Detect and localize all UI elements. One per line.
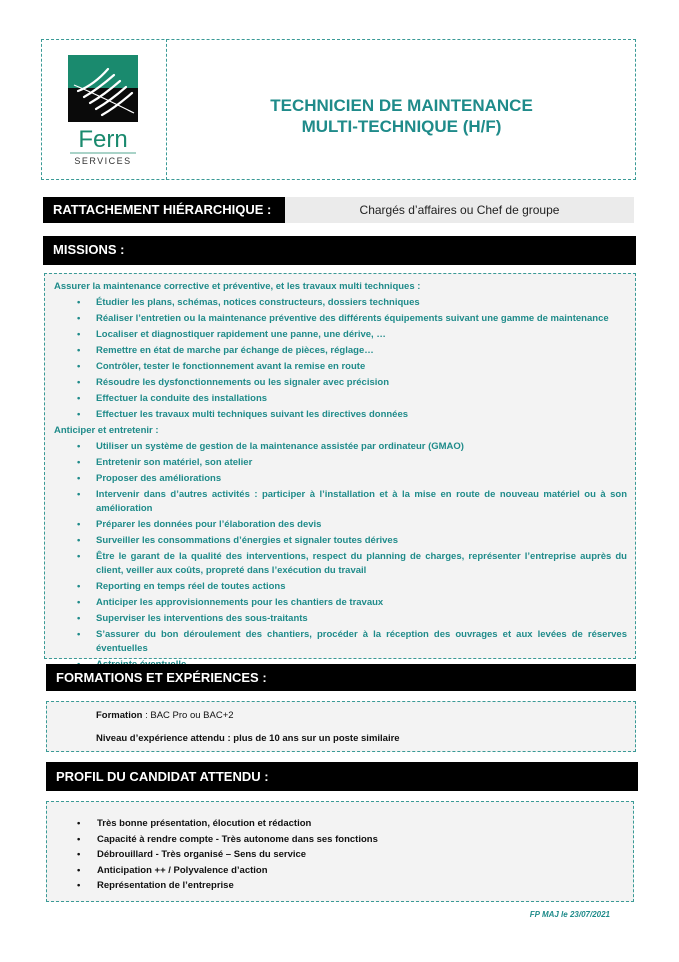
profil-list: [47, 816, 633, 894]
list-item: • Anticiper les approvisionnements pour les chantiers de travaux: [77, 597, 384, 608]
missions-section1-heading: Assurer la maintenance corrective et préventive, et les travaux multi techniques :: [54, 281, 421, 292]
list-item: • Effectuer la conduite des installations: [77, 393, 268, 404]
missions-header: MISSIONS :: [43, 236, 636, 265]
footer-date: FP MAJ le 23/07/2021: [529, 910, 610, 919]
list-item: • Entretenir son matériel, son atelier: [77, 457, 253, 468]
list-item: • Représentation de l’entreprise: [77, 880, 234, 891]
profil-header: PROFIL DU CANDIDAT ATTENDU :: [46, 762, 638, 791]
missions-section1-list: [54, 296, 627, 422]
list-item: • Réaliser l’entretien ou la maintenance préventive des différents équipements suivant une gamme de maintenance: [77, 313, 609, 324]
formations-header: FORMATIONS ET EXPÉRIENCES :: [46, 664, 636, 691]
formations-box: [46, 701, 636, 752]
list-item: • Surveiller les consommations d’énergies et signaler toutes dérives: [77, 535, 399, 546]
list-item: • Superviser les interventions des sous-traitants: [77, 613, 308, 624]
list-item: • Préparer les données pour l’élaboration des devis: [77, 519, 322, 530]
list-item: • Contrôler, tester le fonctionnement avant la remise en route: [77, 361, 366, 372]
list-item: • Proposer des améliorations: [77, 473, 222, 484]
job-title-line1: TECHNICIEN DE MAINTENANCE: [270, 96, 533, 115]
rattachement-label: RATTACHEMENT HIÉRARCHIQUE :: [43, 197, 285, 223]
job-title: [167, 95, 636, 137]
formation-line: [96, 710, 234, 721]
experience-line: Niveau d’expérience attendu : plus de 10 ans sur un poste similaire: [96, 733, 400, 744]
list-item: • Étudier les plans, schémas, notices constructeurs, dossiers techniques: [77, 297, 420, 308]
formation-value: : BAC Pro ou BAC+2: [142, 710, 234, 721]
formation-label: Formation: [96, 710, 143, 721]
list-item: • Résoudre les dysfonctionnements ou les signaler avec précision: [77, 377, 390, 388]
list-item: • S’assurer du bon déroulement des chantiers, procéder à la réception des ouvrages et aux levées de réserves éventuelles: [77, 629, 627, 654]
logo-subtext: SERVICES: [74, 156, 132, 166]
list-item: • Être le garant de la qualité des interventions, respect du planning de charges, représenter l’entreprise auprès du client, veiller aux coûts, propreté dans l’exécution du travail: [77, 551, 627, 576]
fern-logo: [68, 55, 138, 168]
list-item: • Reporting en temps réel de toutes actions: [77, 581, 286, 592]
list-item: • Localiser et diagnostiquer rapidement une panne, une dérive, …: [77, 329, 386, 340]
profil-box: [46, 801, 634, 902]
list-item: • Très bonne présentation, élocution et rédaction: [77, 818, 312, 829]
list-item: • Anticipation ++ / Polyvalence d’action: [77, 864, 268, 876]
missions-box: [44, 273, 636, 659]
list-item: • Débrouillard - Très organisé – Sens du service: [77, 849, 307, 860]
missions-section2-heading: Anticiper et entretenir :: [54, 425, 159, 436]
list-item: • Intervenir dans d’autres activités : participer à l’installation et à la mise en route de nouveau matériel ou à son amélioration: [77, 489, 627, 514]
list-item: • Effectuer les travaux multi techniques suivant les directives données: [77, 409, 409, 420]
rattachement-value: Chargés d’affaires ou Chef de groupe: [285, 197, 634, 223]
job-title-line2: MULTI-TECHNIQUE (H/F): [301, 117, 502, 136]
list-item: • Capacité à rendre compte - Très autonome dans ses fonctions: [77, 833, 378, 845]
missions-section2-list: [54, 440, 627, 672]
list-item: • Remettre en état de marche par échange de pièces, réglage…: [77, 345, 374, 356]
list-item: • Utiliser un système de gestion de la maintenance assistée par ordinateur (GMAO): [77, 441, 464, 452]
logo-text: Fern: [78, 126, 128, 153]
